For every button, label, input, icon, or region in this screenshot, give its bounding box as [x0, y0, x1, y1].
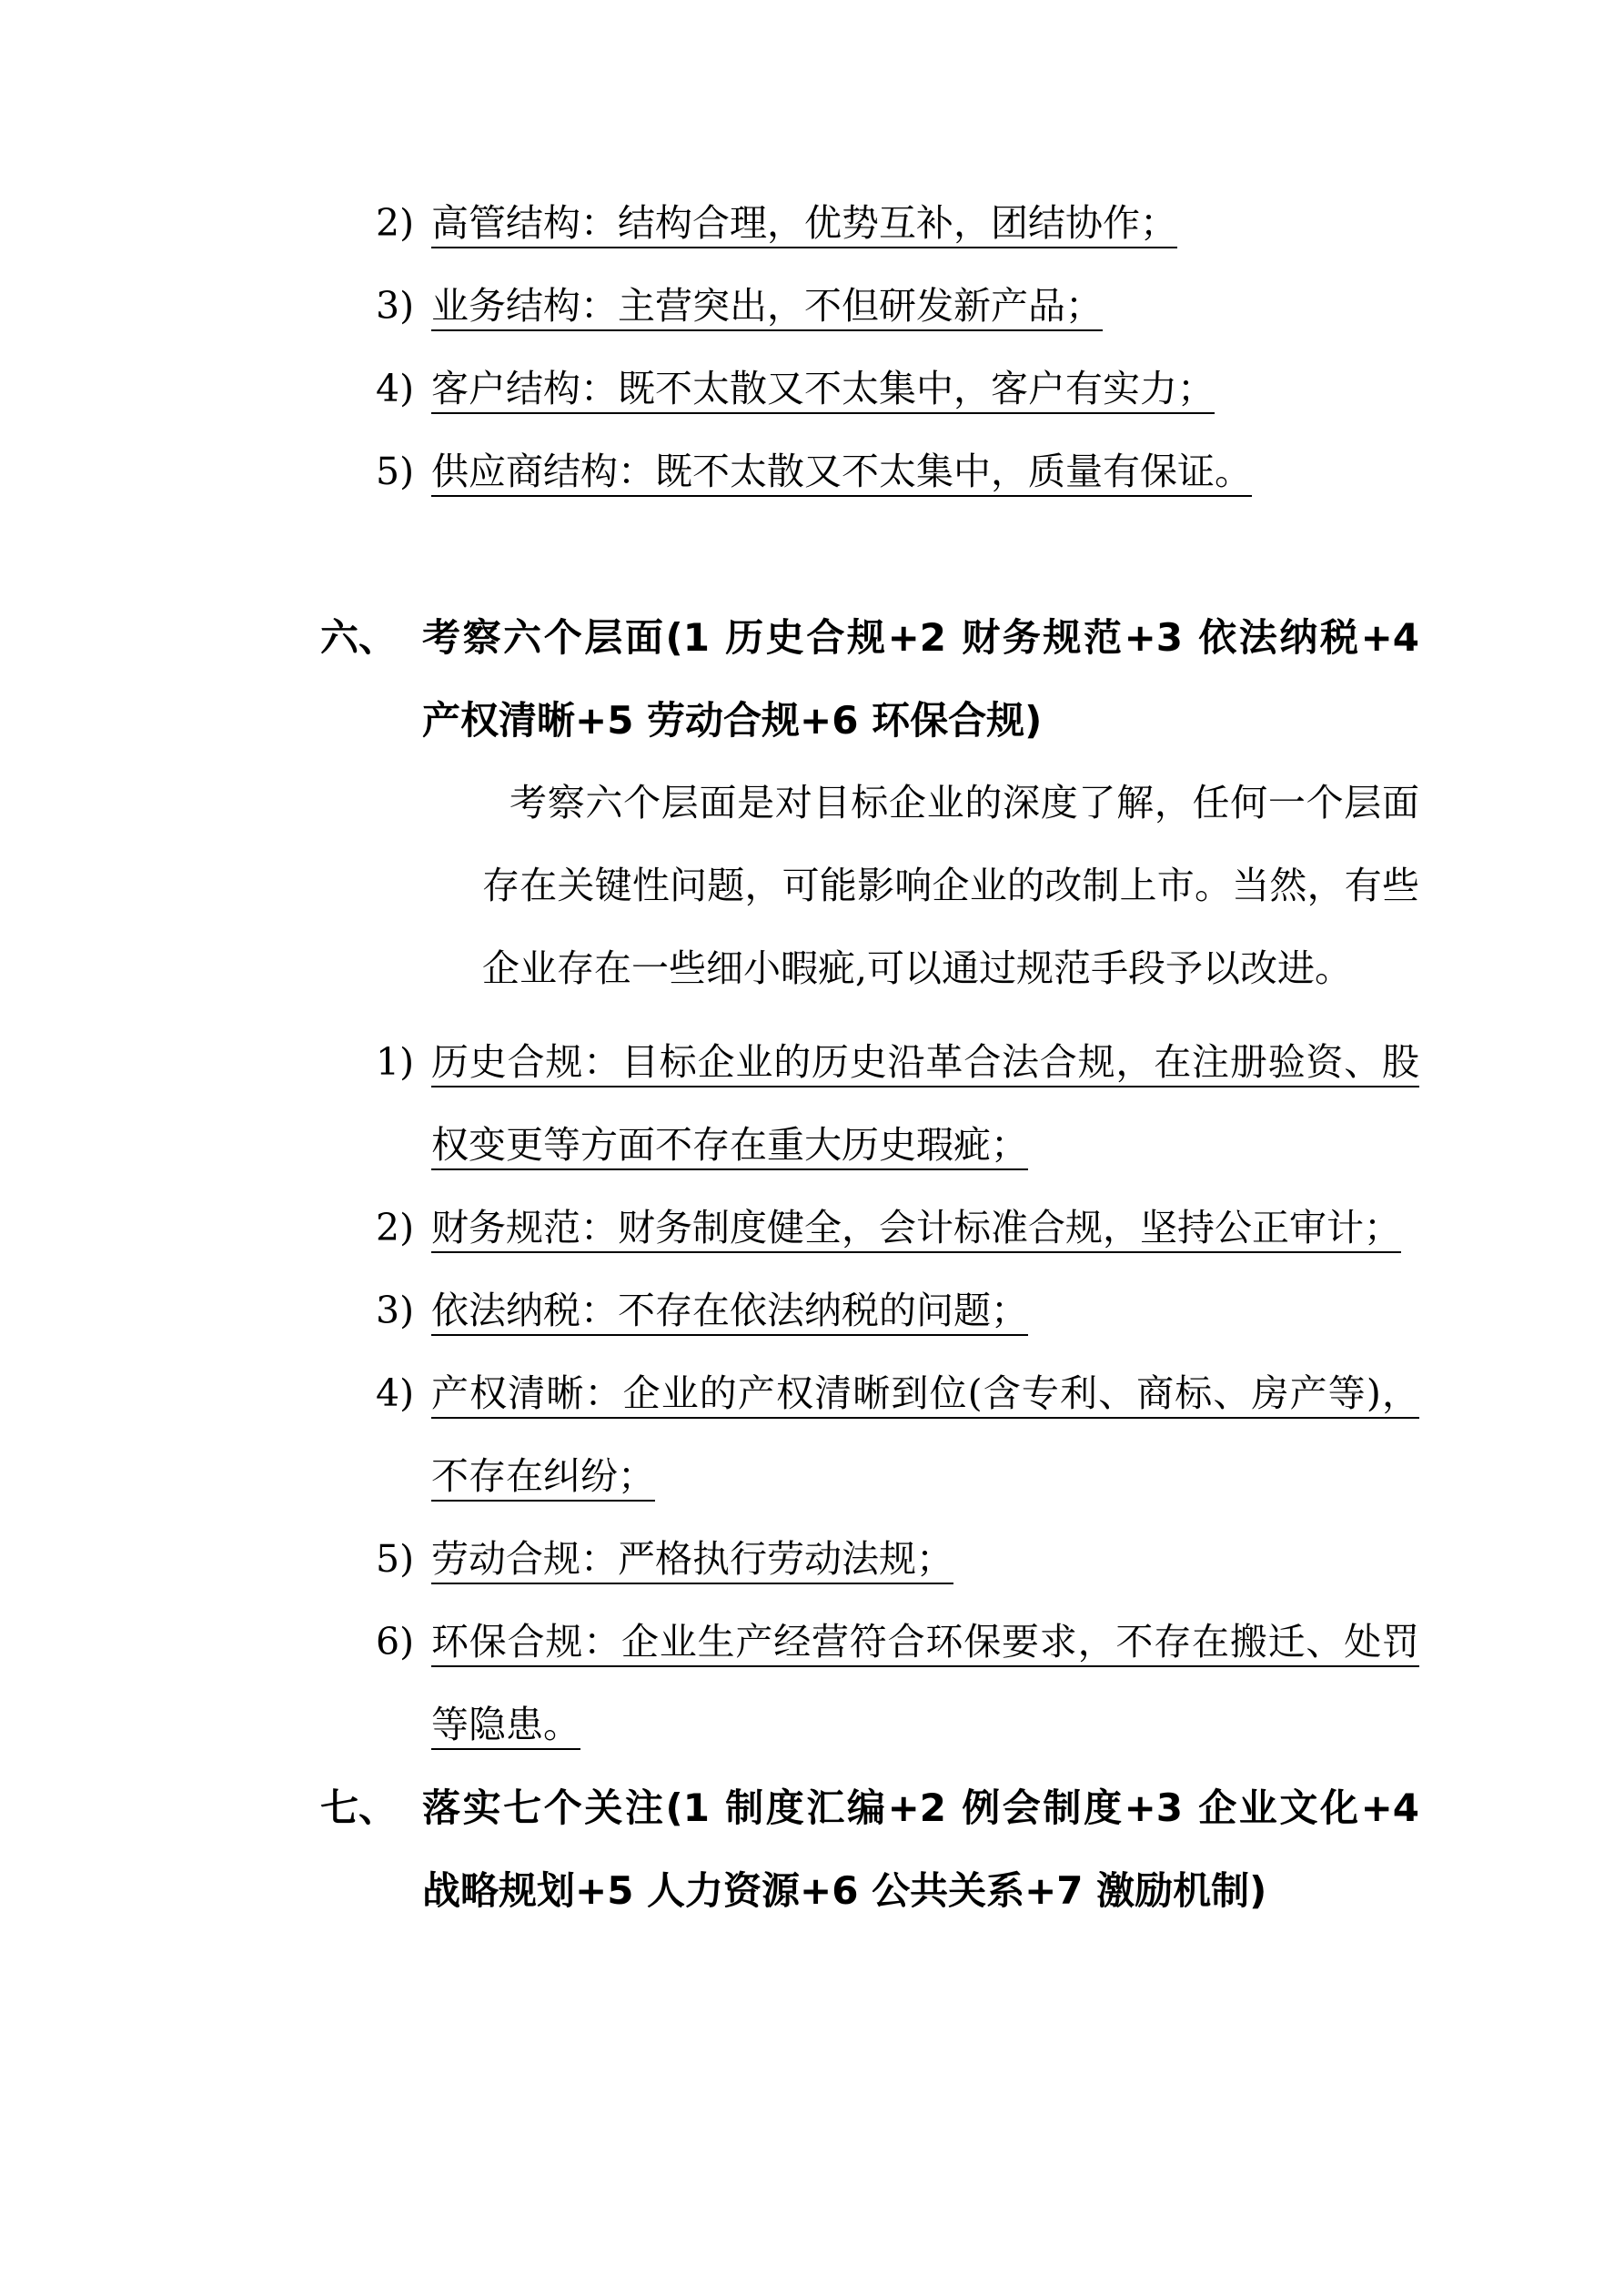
- list-item-text: 历史合规：目标企业的历史沿革合法合规，在注册验资、股权变更等方面不存在重大历史瑕疵；: [431, 1040, 1419, 1167]
- list-item-marker: 2): [376, 201, 415, 245]
- section-six-paragraph: 考察六个层面是对目标企业的深度了解，任何一个层面存在关键性问题，可能影响企业的改制上市。当然，有些企业存在一些细小暇疵,可以通过规范手段予以改进。: [482, 781, 1419, 990]
- list-item-text: 产权清晰：企业的产权清晰到位(含专利、商标、房产等)，不存在纠纷；: [431, 1371, 1419, 1498]
- list-item-marker: 3): [376, 284, 415, 328]
- list-item-text: 客户结构：既不太散又不太集中，客户有实力；: [431, 367, 1215, 410]
- list-item-marker: 4): [376, 1371, 415, 1415]
- list-item-marker: 3): [376, 1289, 415, 1332]
- list-item: [0, 430, 1419, 513]
- section-six-heading: [0, 596, 1419, 762]
- section-seven-number: 七、: [320, 1785, 398, 1830]
- list-item: [0, 265, 1419, 348]
- list-item-marker: 5): [376, 1537, 415, 1581]
- intro-list: [0, 182, 1419, 513]
- section-six-number: 六、: [320, 615, 398, 660]
- list-item-marker: 2): [376, 1206, 415, 1249]
- list-item-text: 供应商结构：既不太散又不太集中，质量有保证。: [431, 450, 1252, 493]
- list-item-text: 依法纳税：不存在依法纳税的问题；: [431, 1289, 1028, 1332]
- list-item: [0, 348, 1419, 430]
- list-item-marker: 4): [376, 367, 415, 410]
- list-item: [0, 1021, 1419, 1187]
- list-item: [0, 1352, 1419, 1518]
- list-item-marker: 1): [376, 1040, 415, 1084]
- list-item: [0, 1518, 1419, 1601]
- list-item: [0, 1187, 1419, 1269]
- list-item-marker: 6): [376, 1620, 415, 1664]
- list-item: [0, 1269, 1419, 1352]
- list-item-text: 高管结构：结构合理，优势互补，团结协作；: [431, 201, 1177, 245]
- list-item: [0, 182, 1419, 265]
- list-item-text: 劳动合规：严格执行劳动法规；: [431, 1537, 953, 1581]
- section-six-list: [0, 1021, 1419, 1766]
- section-seven-title: 落实七个关注(1 制度汇编+2 例会制度+3 企业文化+4 战略规划+5 人力资源+6 公共关系+7 激励机制): [422, 1785, 1419, 1913]
- list-item-marker: 5): [376, 450, 415, 493]
- section-six-title: 考察六个层面(1 历史合规+2 财务规范+3 依法纳税+4 产权清晰+5 劳动合规+6 环保合规): [422, 615, 1419, 743]
- section-seven-heading: [0, 1766, 1419, 1932]
- list-item-text: 环保合规：企业生产经营符合环保要求，不存在搬迁、处罚等隐患。: [431, 1620, 1419, 1746]
- list-item-text: 业务结构：主营突出，不但研发新产品；: [431, 284, 1103, 328]
- list-item: [0, 1601, 1419, 1766]
- list-item-text: 财务规范：财务制度健全，会计标准合规，坚持公正审计；: [431, 1206, 1401, 1249]
